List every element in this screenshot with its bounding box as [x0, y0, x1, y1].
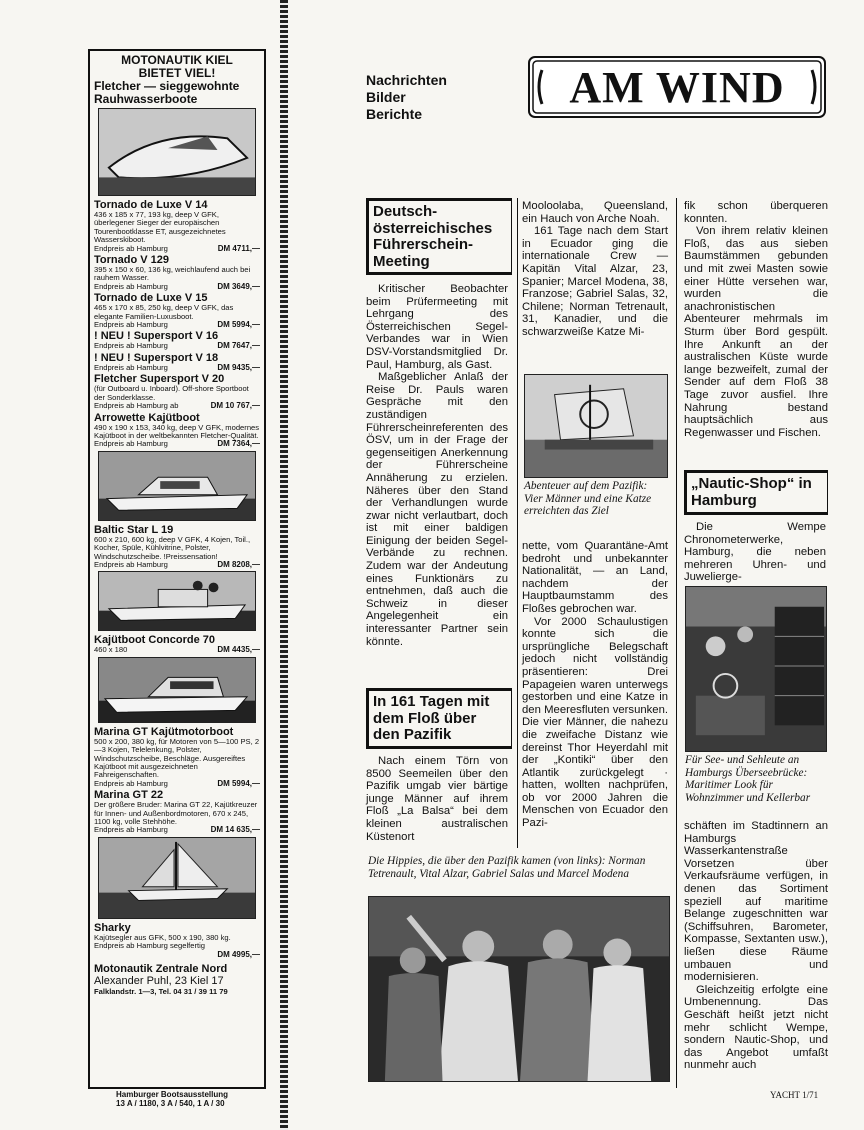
product-price-row [94, 342, 260, 350]
column-rule [676, 198, 677, 1088]
meeting-body [366, 283, 508, 648]
dealer-address: Alexander Puhl, 23 Kiel 17 [94, 975, 224, 988]
nautic-shop-photo [685, 586, 827, 752]
price-value: DM 3649,— [217, 281, 260, 291]
product-name: ! NEU ! Supersport V 18 [94, 351, 219, 364]
raft-body-col1 [366, 755, 508, 843]
body-paragraph: nette, vom Quarantäne-Amt bedroht und unbekannter Nationalität, — an Land, nachdem der Hauptbaumstamm des Floßes gebrochen war. [522, 540, 668, 615]
body-paragraph: Von ihrem relativ kleinen Floß, das aus sieben Baumstämmen gebunden und mit zwei Masten sowie einer Hütte versehen war, wurden die anachronistischen Abenteurer mehrmals im Sturm über Bord gespült. Ihre Ankunft an der australischen Küste wurde lange bezweifelt, zumal der Sender auf dem Floß 38 Tage zuvor ausfiel. Ihre Nahrung bestand hauptsächlich aus Regenwasser und Fischen. [684, 225, 828, 439]
kicker-line: Nachrichten [366, 72, 447, 88]
nautic-headline: „Nautic-Shop“ in Hamburg [691, 475, 812, 509]
body-paragraph: Mooloolaba, Queensland, ein Hauch von Arche Noah. [522, 200, 668, 225]
product-description: 465 x 170 x 85, 250 kg, deep V GFK, das elegante Familien-Luxusboot. [94, 303, 234, 321]
price-label: Endpreis ab Hamburg [94, 559, 168, 569]
meeting-headline-box [366, 201, 512, 275]
product-name: Tornado de Luxe V 14 [94, 199, 208, 211]
boat-show-stands: 13 A / 1180, 3 A / 540, 1 A / 30 [116, 1099, 225, 1108]
product-name: ! NEU ! Supersport V 16 [94, 330, 219, 343]
raft-headline: In 161 Tagen mit dem Floß über den Pazifik [373, 693, 490, 743]
body-paragraph: Gleichzeitig erfolgte eine Umbenennung. Das Geschäft heißt jetzt nicht mehr schlicht Wempe, sondern Nautic-Shop, und das Angebot umfaßt nunmehr auch [684, 983, 828, 1072]
price-label: Endpreis ab Hamburg [94, 320, 168, 330]
meeting-article [366, 198, 512, 648]
product-price-row [94, 951, 260, 959]
product-description: Kajütsegler aus GFK, 500 x 190, 380 kg. Endpreis ab Hamburg segelfertig [94, 932, 231, 951]
body-paragraph: Die Wempe Chronometerwerke, Hamburg, die neben mehreren Uhren- und Juwelierge- [684, 521, 826, 584]
body-paragraph: Kritischer Beobachter beim Prüfermeeting mit Lehrgang des Österreichischen Segel-Verbandes war in Wien DSV-Vorstandsmitglied Dr. Paul, Hamburg, als Gast. [366, 283, 508, 371]
price-value: DM 7364,— [217, 439, 260, 449]
body-paragraph: Maßgeblicher Anlaß der Reise Dr. Pauls waren Gespräche mit den zuständigen Führerscheinreferenten des ÖSV, um in der Frage der gegenseitigen Anerkennung der Führerscheine Annäherung zu erzielen. Näheres über den Stand der Verhandlungen wurde zwar nicht verlautbart, doch ist mit einer baldigen Einigung der beiden Segel-Verbände zu rechnen. Zudem war der Andeutung eines Funktionärs zu entnehmen, daß auch die Schweiz in dieser Angelegenheit ein interessanter Partner sein könnte. [366, 371, 508, 648]
price-value: DM 4995,— [217, 949, 260, 959]
product-price-row [94, 245, 260, 253]
price-label: Endpreis ab Hamburg [94, 439, 168, 449]
raft-body-col2-cont [522, 540, 668, 830]
raft-photo-caption: Abenteuer auf dem Pazifik: Vier Männer und eine Katze erreichten das Ziel [524, 480, 652, 518]
product-item [94, 634, 260, 654]
speedboat-photo [98, 108, 256, 196]
body-paragraph: Nach einem Törn von 8500 Seemeilen über den Pazifik umgab vier bärtige junge Männer auf ihrem Floß „La Balsa“ bei dem kleinen australischen Küstenort [366, 755, 508, 843]
nautic-headline-box [684, 473, 828, 515]
price-label: Endpreis ab Hamburg [94, 341, 168, 351]
meeting-headline: Deutsch-österreichisches Führerschein-Meeting [373, 203, 493, 270]
dealer-name: Motonautik Zentrale Nord [94, 963, 228, 976]
am-wind-logo [528, 56, 826, 118]
body-paragraph: 161 Tage nach dem Start in Ecuador ging die internationale Crew — Kapitän Vital Alzar, 23, Spanier; Marcel Modena, 38, Franzose; Gabriel Salas, 32, Chilene; Norman Tetrenault, 31, Kanadier, und die schwarzweiße Katze Mi- [522, 225, 668, 338]
product-price-row [94, 780, 260, 788]
raft-photo [524, 374, 668, 478]
product-description: (für Outboard u. Inboard). Off-shore Sportboot der Sonderklasse. [94, 384, 249, 402]
product-price-row [94, 402, 260, 410]
product-item [94, 352, 260, 372]
body-paragraph: Vor 2000 Schaulustigen konnte sich die ursprüngliche Belegschaft jedoch nicht vollständig präsentieren: Drei Papageien waren unterwegs gestorben und eine Katze in den Meeresfluten versunken. Die vier Männer, die nahezu die zweifache Distanz wie dereinst Thor Heyerdahl mit der „Kontiki“ über den Atlantik zurückgelegt · hatten, wollten nachprüfen, ob vor 2000 Jahren die Menschen von Ecuador den Pazi- [522, 615, 668, 830]
product-item [94, 412, 260, 449]
price-value: DM 14 635,— [210, 825, 260, 835]
nautic-body [684, 521, 826, 584]
product-name: Tornado de Luxe V 15 [94, 292, 208, 305]
product-name: Tornado V 129 [94, 254, 169, 267]
price-value: DM 9435,— [217, 362, 260, 372]
product-description: 490 x 190 x 153, 340 kg, deep V GFK, modernes Kajütboot in der weltbekannten Fletcher-Qualität. [94, 422, 260, 440]
product-price-row [94, 826, 260, 834]
section-kicker [366, 72, 447, 123]
product-item [94, 922, 260, 959]
boat-show-title: Hamburger Bootsausstellung [116, 1090, 229, 1099]
product-item [94, 199, 260, 253]
sharky-sailboat-photo [98, 837, 256, 919]
raft-article [366, 688, 512, 843]
price-label: Endpreis ab Hamburg ab [94, 401, 179, 411]
logo-text: AM WIND [569, 63, 785, 112]
column-rule [517, 198, 518, 848]
product-price-row [94, 321, 260, 329]
product-item [94, 254, 260, 291]
product-item [94, 292, 260, 329]
product-name: Sharky [94, 921, 131, 934]
body-paragraph: fik schon überqueren konnten. [684, 200, 828, 225]
product-item [94, 373, 260, 410]
boat-show-info [116, 1090, 266, 1108]
raft-body-col3 [684, 200, 828, 439]
product-price-row [94, 646, 260, 654]
price-value: DM 5994,— [217, 778, 260, 788]
product-name: Arrowette Kajütboot [94, 411, 200, 424]
price-value: DM 4435,— [217, 645, 260, 655]
product-name: Kajütboot Concorde 70 [94, 634, 216, 647]
ad-title-line1: MOTONAUTIK KIEL [121, 53, 233, 67]
product-item [94, 330, 260, 350]
kicker-line: Berichte [366, 106, 423, 122]
ad-subtitle: Fletcher — sieggewohnte Rauhwasserboote [94, 79, 240, 106]
product-name: Fletcher Supersport V 20 [94, 373, 225, 386]
page-folio: YACHT 1/71 [770, 1090, 819, 1100]
kicker-line: Bilder [366, 89, 406, 105]
price-value: DM 5994,— [217, 320, 260, 330]
product-name: Marina GT 22 [94, 789, 164, 802]
cabin-boat-photo [98, 451, 256, 521]
hippies-photo [368, 896, 670, 1082]
nautic-shop-article [684, 470, 828, 584]
page-binding-strip [280, 0, 288, 1130]
price-label: Endpreis ab Hamburg [94, 778, 168, 788]
price-value: DM 10 767,— [210, 401, 260, 411]
product-description: 436 x 185 x 77, 193 kg, deep V GFK, überlegener Sieger der europäischen Tourenbootklasse ET, ausgezeichnetes Wasserskiboot. [94, 210, 226, 245]
price-value: DM 4711,— [217, 243, 260, 253]
product-description: 500 x 200, 380 kg, für Motoren von 5—100 PS, 2—3 Kojen, Telelenkung, Polster, Windschutzscheibe, Beschläge. Ausgereiftes Kajütboot mit ausgezeichneten Fahreigenschaften. [94, 736, 260, 780]
hippies-photo-caption: Die Hippies, die über den Pazifik kamen (von links): Norman Tetrenault, Vital Alzar, Gabriel Salas und Marcel Modena [368, 855, 646, 880]
body-paragraph: schäften im Stadtinnern an Hamburgs Wasserkantenstraße Vorsetzen über Verkaufsräume verfügen, in denen das Sortiment speziell auf maritime Belange zugeschnitten war (Schiffsuhren, Barometer, Kompasse, Sextanten usw.), ließen diese Räume umbauen und modernisieren. [684, 820, 828, 984]
nautic-photo-caption: Für See- und Sehleute an Hamburgs Überseebrücke: Maritimer Look für Wohnzimmer und Kellerbar [685, 754, 811, 804]
product-item [94, 789, 260, 835]
product-item [94, 726, 260, 788]
product-price-row [94, 440, 260, 448]
price-label: Endpreis ab Hamburg [94, 362, 168, 372]
raft-body-col2 [522, 200, 668, 339]
product-price-row [94, 561, 260, 569]
ad-title-line2: BIETET VIEL! [138, 66, 216, 80]
marina-gt-photo [98, 657, 256, 723]
product-description: 395 x 150 x 60, 136 kg, weichlaufend auch bei rauhem Wasser. [94, 265, 251, 283]
price-label: Endpreis ab Hamburg [94, 825, 168, 835]
product-price-row [94, 364, 260, 372]
product-description: 600 x 210, 600 kg, deep V GFK, 4 Kojen, Toil., Kocher, Spüle, Kühlvitrine, Polster, Windschutzscheibe. !Preissensation! [94, 534, 251, 561]
dealer-telephone: Falklandstr. 1—3, Tel. 04 31 / 39 11 79 [94, 987, 228, 997]
product-price-row [94, 283, 260, 291]
nautic-body-cont [684, 820, 828, 1072]
price-label: 460 x 180 [94, 645, 128, 655]
price-value: DM 8208,— [217, 559, 260, 569]
product-name: Marina GT Kajütmotorboot [94, 725, 234, 738]
concorde-boat-photo [98, 571, 256, 631]
product-item [94, 524, 260, 570]
product-name: Baltic Star L 19 [94, 523, 174, 536]
motonautik-advertisement [88, 49, 266, 1089]
raft-headline-box [366, 691, 512, 749]
price-value: DM 7647,— [217, 341, 260, 351]
price-label: Endpreis ab Hamburg [94, 243, 168, 253]
product-description: Der größere Bruder: Marina GT 22, Kajütkreuzer für Innen- und Außenbordmotoren, 670 x 245, 1100 kg, volle Stehhöhe. [94, 800, 258, 826]
price-label: Endpreis ab Hamburg [94, 281, 168, 291]
